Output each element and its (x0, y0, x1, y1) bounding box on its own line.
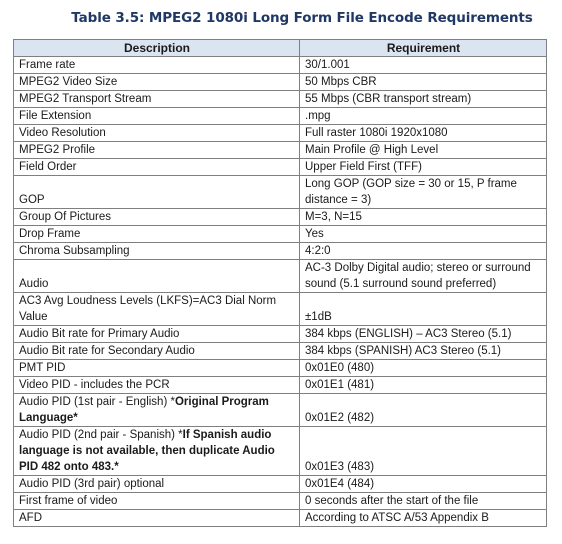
table-row (14, 326, 547, 343)
description-bold-note: If Spanish audio language is not available, then duplicate Audio PID 482 onto 483.* (19, 429, 275, 473)
table-title: Table 3.5: MPEG2 1080i Long Form File Encode Requirements (71, 10, 533, 26)
row-requirement: 0x01E4 (484) (300, 476, 547, 493)
table-row (14, 176, 547, 209)
row-requirement: 0x01E0 (480) (300, 360, 547, 377)
row-requirement: 30/1.001 (300, 57, 547, 74)
row-description: File Extension (14, 108, 300, 125)
row-requirement: M=3, N=15 (300, 209, 547, 226)
row-requirement: 384 kbps (SPANISH) AC3 Stereo (5.1) (300, 343, 547, 360)
row-description: Audio (14, 260, 300, 293)
row-requirement: 55 Mbps (CBR transport stream) (300, 91, 547, 108)
table-row (14, 260, 547, 293)
table-row (14, 159, 547, 176)
table-row (14, 427, 547, 476)
table-row (14, 125, 547, 142)
row-description: Field Order (14, 159, 300, 176)
row-description: Group Of Pictures (14, 209, 300, 226)
row-requirement: 0 seconds after the start of the file (300, 493, 547, 510)
row-requirement: 4:2:0 (300, 243, 547, 260)
table-row (14, 377, 547, 394)
row-description: Audio Bit rate for Secondary Audio (14, 343, 300, 360)
requirements-table (13, 39, 547, 527)
row-requirement: 384 kbps (ENGLISH) – AC3 Stereo (5.1) (300, 326, 547, 343)
row-description: Chroma Subsampling (14, 243, 300, 260)
table-row (14, 293, 547, 326)
row-requirement: 50 Mbps CBR (300, 74, 547, 91)
row-requirement: Main Profile @ High Level (300, 142, 547, 159)
row-requirement: AC-3 Dolby Digital audio; stereo or surround sound (5.1 surround sound preferred) (300, 260, 547, 293)
row-requirement: Full raster 1080i 1920x1080 (300, 125, 547, 142)
header-description: Description (14, 40, 300, 57)
row-description: MPEG2 Video Size (14, 74, 300, 91)
description-text: Audio PID (2nd pair - Spanish) * (19, 429, 183, 441)
table-row (14, 243, 547, 260)
row-description: MPEG2 Transport Stream (14, 91, 300, 108)
table-row (14, 510, 547, 527)
row-requirement: 0x01E2 (482) (300, 394, 547, 427)
row-description: PMT PID (14, 360, 300, 377)
row-description: AC3 Avg Loudness Levels (LKFS)=AC3 Dial Norm Value (14, 293, 300, 326)
row-requirement: 0x01E3 (483) (300, 427, 547, 476)
row-requirement: 0x01E1 (481) (300, 377, 547, 394)
row-description: Audio Bit rate for Primary Audio (14, 326, 300, 343)
table-header-row (14, 40, 547, 57)
table-row (14, 91, 547, 108)
table-row (14, 142, 547, 159)
table-row (14, 209, 547, 226)
row-description: MPEG2 Profile (14, 142, 300, 159)
table-row (14, 476, 547, 493)
table-row (14, 360, 547, 377)
row-description: Audio PID (3rd pair) optional (14, 476, 300, 493)
row-requirement: Yes (300, 226, 547, 243)
table-row (14, 394, 547, 427)
table-row (14, 108, 547, 125)
description-bold-note: Original Program Language* (19, 396, 269, 424)
row-description: First frame of video (14, 493, 300, 510)
row-requirement: Upper Field First (TFF) (300, 159, 547, 176)
row-requirement: According to ATSC A/53 Appendix B (300, 510, 547, 527)
row-description: Frame rate (14, 57, 300, 74)
table-row (14, 343, 547, 360)
row-description: Video PID - includes the PCR (14, 377, 300, 394)
table-row (14, 57, 547, 74)
row-description (14, 394, 300, 427)
row-description: AFD (14, 510, 300, 527)
table-row (14, 226, 547, 243)
header-requirement: Requirement (300, 40, 547, 57)
row-requirement: .mpg (300, 108, 547, 125)
table-row (14, 493, 547, 510)
row-requirement: ±1dB (300, 293, 547, 326)
description-text: Audio PID (1st pair - English) * (19, 396, 175, 408)
row-requirement: Long GOP (GOP size = 30 or 15, P frame distance = 3) (300, 176, 547, 209)
table-row (14, 74, 547, 91)
row-description (14, 427, 300, 476)
row-description: Drop Frame (14, 226, 300, 243)
row-description: GOP (14, 176, 300, 209)
row-description: Video Resolution (14, 125, 300, 142)
